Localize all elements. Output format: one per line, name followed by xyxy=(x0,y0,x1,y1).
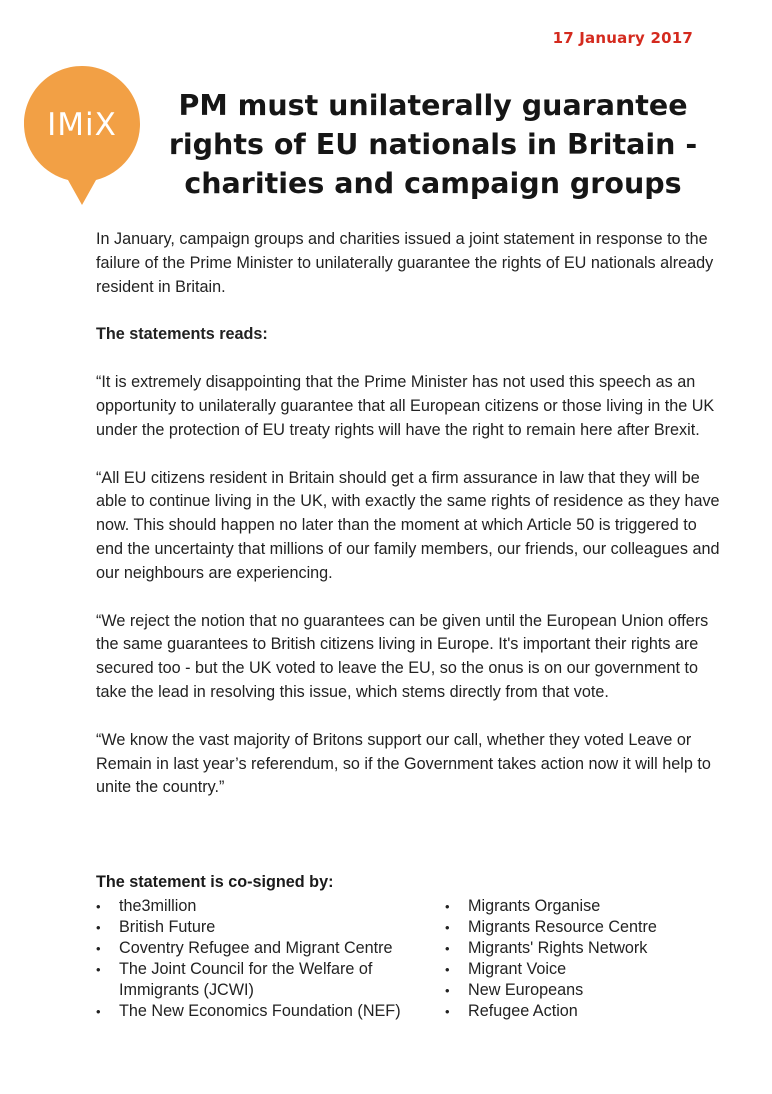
list-item: • The Joint Council for the Welfare of Immigrants (JCWI) xyxy=(96,960,373,999)
statement-body xyxy=(96,228,726,824)
cosigners-list-left xyxy=(96,896,436,1022)
bullet-icon: • xyxy=(445,962,450,977)
bullet-icon: • xyxy=(96,1004,101,1019)
cosigners-heading: The statement is co-signed by: xyxy=(96,873,334,891)
list-item: • British Future xyxy=(96,918,216,936)
cosigners-section xyxy=(96,872,726,1026)
bullet-icon: • xyxy=(445,983,450,998)
statement-paragraph-1: “It is extremely disappointing that the Prime Minister has not used this speech as an opportunity to unilaterally guarantee that all European citizens or those living in the UK under the protection of EU treaty rights will have the right to remain here after Brexit. xyxy=(96,373,715,439)
list-item: • Migrant Voice xyxy=(445,960,567,978)
list-item: • New Europeans xyxy=(445,981,584,999)
bullet-icon: • xyxy=(96,941,101,956)
statement-paragraph-2: “All EU citizens resident in Britain should get a firm assurance in law that they will be able to continue living in the UK, with exactly the same rights of residence as they have now. This should happen no later than the moment at which Article 50 is triggered to end the uncertainty that millions of our family members, our friends, our colleagues and our neighbours are experiencing. xyxy=(96,468,720,582)
list-item: • Refugee Action xyxy=(445,1002,578,1020)
list-item: • Migrants Organise xyxy=(445,897,601,915)
logo-text: IMiX xyxy=(47,107,117,143)
bullet-icon: • xyxy=(445,941,450,956)
bullet-icon: • xyxy=(445,920,450,935)
list-item: • The New Economics Foundation (NEF) xyxy=(96,1002,401,1020)
bullet-icon: • xyxy=(96,899,101,914)
bullet-icon: • xyxy=(445,1004,450,1019)
statement-subheading: The statements reads: xyxy=(96,325,268,344)
imix-logo xyxy=(24,66,150,206)
bullet-icon: • xyxy=(445,899,450,914)
list-item: • Migrants Resource Centre xyxy=(445,918,657,936)
intro-paragraph: In January, campaign groups and charities issued a joint statement in response to the failure of the Prime Minister to unilaterally guarantee the rights of EU nationals already resident in Britain. xyxy=(96,230,714,296)
statement-paragraph-3: “We reject the notion that no guarantees can be given until the European Union offers the same guarantees to British citizens living in Europe. It's important their rights are secured too - but the UK voted to leave the EU, so the onus is on our government to take the lead in resolving this issue, which stems directly from that vote. xyxy=(96,611,709,701)
statement-paragraph-4: “We know the vast majority of Britons support our call, whether they voted Leave or Remain in last year’s referendum, so if the Government takes action now it will help to unite the country.” xyxy=(96,730,711,797)
bullet-icon: • xyxy=(96,920,101,935)
cosigners-list-right xyxy=(445,896,725,1022)
list-item: • Coventry Refugee and Migrant Centre xyxy=(96,939,393,957)
page-title: PM must unilaterally guarantee rights of EU nationals in Britain - charities and campaign groups xyxy=(168,89,698,200)
list-item: • the3million xyxy=(96,897,197,915)
publication-date: 17 January 2017 xyxy=(552,29,693,47)
list-item: • Migrants' Rights Network xyxy=(445,939,648,957)
bullet-icon: • xyxy=(96,962,101,977)
